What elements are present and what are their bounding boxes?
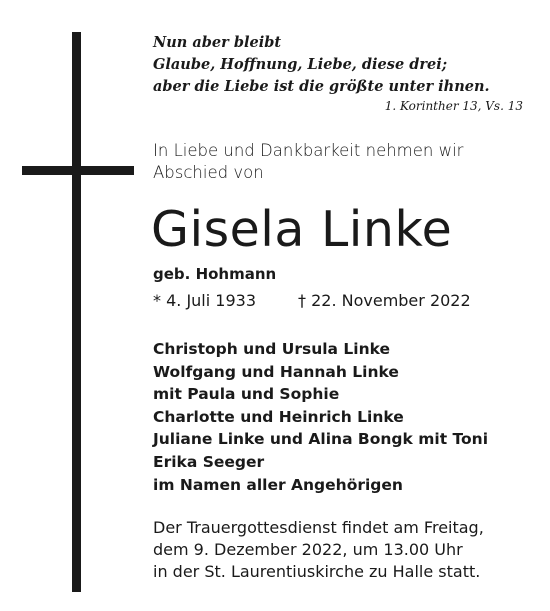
mourners-list [153, 338, 533, 496]
death-date: † 22. November 2022 [298, 291, 471, 310]
verse-line: Glaube, Hoffnung, Liebe, diese drei; [153, 56, 448, 73]
verse-reference: 1. Korinther 13, Vs. 13 [384, 99, 523, 113]
service-line: Der Trauergottesdienst findet am Freitag, [153, 518, 484, 537]
mourner-entry: Juliane Linke und Alina Bongk mit Toni [153, 430, 489, 449]
mourner-entry: Wolfgang und Hannah Linke [153, 362, 399, 381]
service-line: in der St. Laurentiuskirche zu Halle statt. [153, 562, 481, 581]
service-info [153, 517, 533, 583]
intro-line: In Liebe und Dankbarkeit nehmen wir [153, 141, 464, 160]
intro-line: Abschied von [153, 163, 264, 182]
deceased-name: Gisela Linke [151, 201, 453, 258]
birth-date: * 4. Juli 1933 [153, 291, 256, 310]
mourner-entry: Erika Seeger [153, 452, 265, 471]
intro-text [153, 140, 523, 184]
verse-line: Nun aber bleibt [153, 34, 282, 51]
mourner-entry: im Namen aller Angehörigen [153, 475, 403, 494]
mourner-entry: Christoph und Ursula Linke [153, 340, 391, 358]
service-line: dem 9. Dezember 2022, um 13.00 Uhr [153, 540, 463, 559]
maiden-name: geb. Hohmann [153, 265, 277, 283]
life-dates [153, 290, 523, 312]
cross-vertical-bar [72, 32, 81, 592]
cross-icon [22, 32, 134, 592]
verse-line: aber die Liebe ist die größte unter ihnen. [153, 78, 490, 95]
cross-horizontal-bar [22, 166, 134, 175]
mourner-entry: mit Paula und Sophie [153, 385, 340, 404]
mourner-entry: Charlotte und Heinrich Linke [153, 407, 404, 426]
bible-verse [153, 32, 523, 114]
